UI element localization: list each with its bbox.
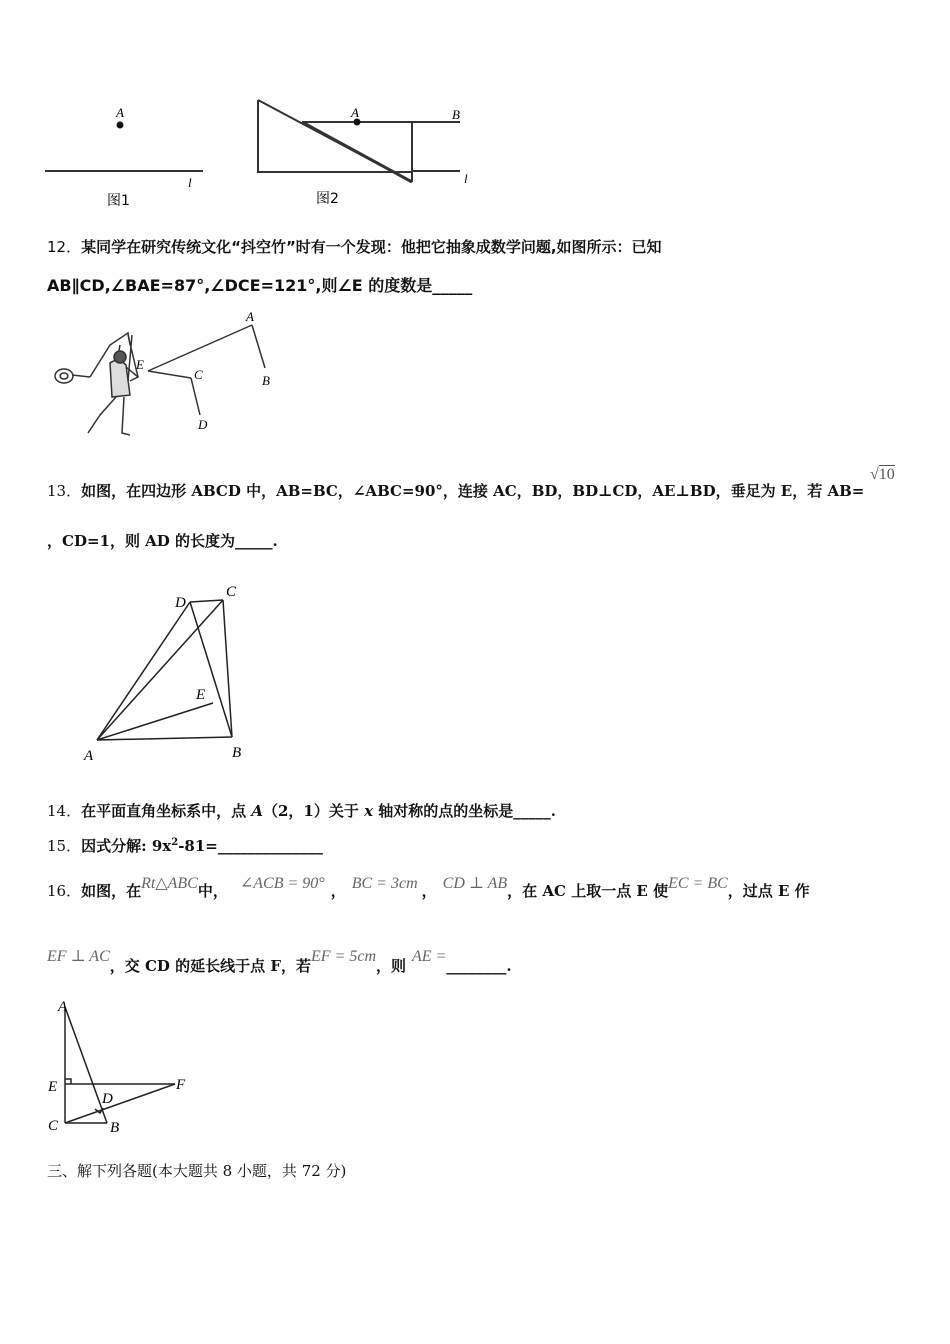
q13-sqrt-value: 10	[878, 466, 895, 483]
q16-t2: 中，	[197, 882, 228, 900]
q14-point: A	[251, 802, 263, 820]
segment-ab	[252, 325, 265, 368]
q16-m8: AE =	[412, 948, 447, 965]
q12-label-a: A	[246, 309, 254, 324]
q12-line2: AB∥CD,∠BAE=87°,∠DCE=121°,则∠E 的度数是_____	[47, 276, 473, 295]
q12-number: 12．	[47, 238, 82, 256]
q14-text-a: 在平面直角坐标系中，点	[81, 802, 252, 820]
q16-label-b: B	[110, 1120, 120, 1136]
fig2-caption: 图2	[316, 191, 339, 207]
q15-line	[47, 835, 323, 856]
figure-1	[45, 105, 203, 209]
q16-label-d: D	[102, 1091, 113, 1107]
q16-t4: ，	[421, 882, 437, 900]
q16-label-f: F	[176, 1077, 186, 1093]
fig1-label-l: l	[188, 175, 192, 190]
segment-cb	[223, 600, 232, 737]
segment-ac	[97, 600, 223, 740]
segment-ab	[97, 737, 232, 740]
q16-t3: ，	[330, 882, 346, 900]
segment-cf	[65, 1084, 175, 1123]
q13-line2: ，CD=1，则 AD 的长度为_____.	[47, 532, 278, 550]
q15-exponent: 2	[171, 837, 179, 848]
q16-t8: ，则	[376, 957, 407, 975]
kongzhu-figure-illustration	[55, 333, 138, 435]
q15-text-b: -81=______________	[178, 837, 323, 855]
q13-number: 13．	[47, 482, 82, 500]
q12-line1	[47, 236, 662, 257]
q16-t6: ，过点 E 作	[727, 882, 810, 900]
q16-m5: EC = BC	[668, 875, 728, 892]
q16-number: 16．	[47, 882, 82, 900]
q14-axis: x	[364, 802, 374, 820]
q13-label-e: E	[196, 687, 206, 703]
segment-ab	[65, 1007, 107, 1123]
q13-line1	[47, 480, 864, 501]
q16-m6: EF ⊥ AC	[47, 948, 110, 965]
fig2-rect-left	[258, 100, 412, 172]
q13-label-c: C	[226, 584, 237, 600]
q16-m1: Rt△ABC	[141, 875, 198, 892]
fig1-label-a: A	[116, 105, 124, 120]
q16-label-c: C	[48, 1118, 59, 1134]
segment-ad	[97, 602, 190, 740]
segment-ec	[148, 371, 191, 378]
q14-line	[47, 800, 556, 821]
fig2-label-l: l	[464, 171, 468, 186]
q16-t9: ________.	[446, 957, 512, 975]
q13-figure	[80, 575, 260, 765]
q13-label-d: D	[175, 595, 186, 611]
q15-text-a: 因式分解: 9x	[81, 837, 172, 855]
q12-label-c: C	[194, 367, 203, 382]
q16-m3: BC = 3cm	[351, 875, 418, 892]
section-3-title: 三、解下列各题(本大题共 8 小题，共 72 分)	[47, 1162, 347, 1180]
q16-label-e: E	[48, 1079, 58, 1095]
fig1-caption: 图1	[107, 193, 130, 209]
q13-label-a: A	[84, 748, 94, 764]
q15-number: 15．	[47, 837, 82, 855]
fig2-label-b: B	[452, 107, 460, 122]
figure-2	[258, 100, 468, 207]
q14-text-b: （2，1）关于	[262, 802, 365, 820]
q16-label-a: A	[58, 999, 68, 1015]
q12-text1: 某同学在研究传统文化“抖空竹”时有一个发现：他把它抽象成数学问题,如图所示：已知	[81, 238, 662, 256]
q12-label-b: B	[262, 373, 270, 388]
segment-dc	[190, 600, 223, 602]
q16-m4: CD ⊥ AB	[442, 875, 508, 892]
q13-sqrt	[870, 466, 895, 484]
q16-t7: ，交 CD 的延长线于点 F，若	[109, 957, 312, 975]
q12-label-d: D	[198, 417, 208, 432]
q16-figure	[40, 995, 200, 1140]
segment-db	[190, 602, 232, 737]
q16-m7: EF = 5cm	[311, 948, 377, 965]
fig2-label-a: A	[351, 105, 359, 120]
point-a-dot	[117, 122, 124, 129]
q13-label-b: B	[232, 745, 242, 761]
q16-line1	[47, 875, 810, 901]
q13-text1: 如图，在四边形 ABCD 中，AB=BC，∠ABC=90°，连接 AC，BD，BD⊥CD，AE⊥BD，垂足为 E，若 AB=	[81, 482, 865, 500]
segment-cd	[191, 378, 200, 415]
q14-text-c: 轴对称的点的坐标是_____.	[373, 802, 556, 820]
q16-t5: ，在 AC 上取一点 E 使	[507, 882, 669, 900]
q14-number: 14．	[47, 802, 82, 820]
q12-label-e: E	[136, 357, 144, 372]
q16-t1: 如图，在	[81, 882, 142, 900]
q12-figure	[50, 305, 290, 440]
sqrt-sign-icon: √	[870, 466, 879, 483]
q16-line2	[47, 948, 512, 976]
figure-1-2	[40, 95, 480, 215]
q12-geometry	[148, 325, 265, 415]
q16-m2: ∠ACB = 90°	[239, 875, 325, 892]
segment-ea	[148, 325, 252, 371]
